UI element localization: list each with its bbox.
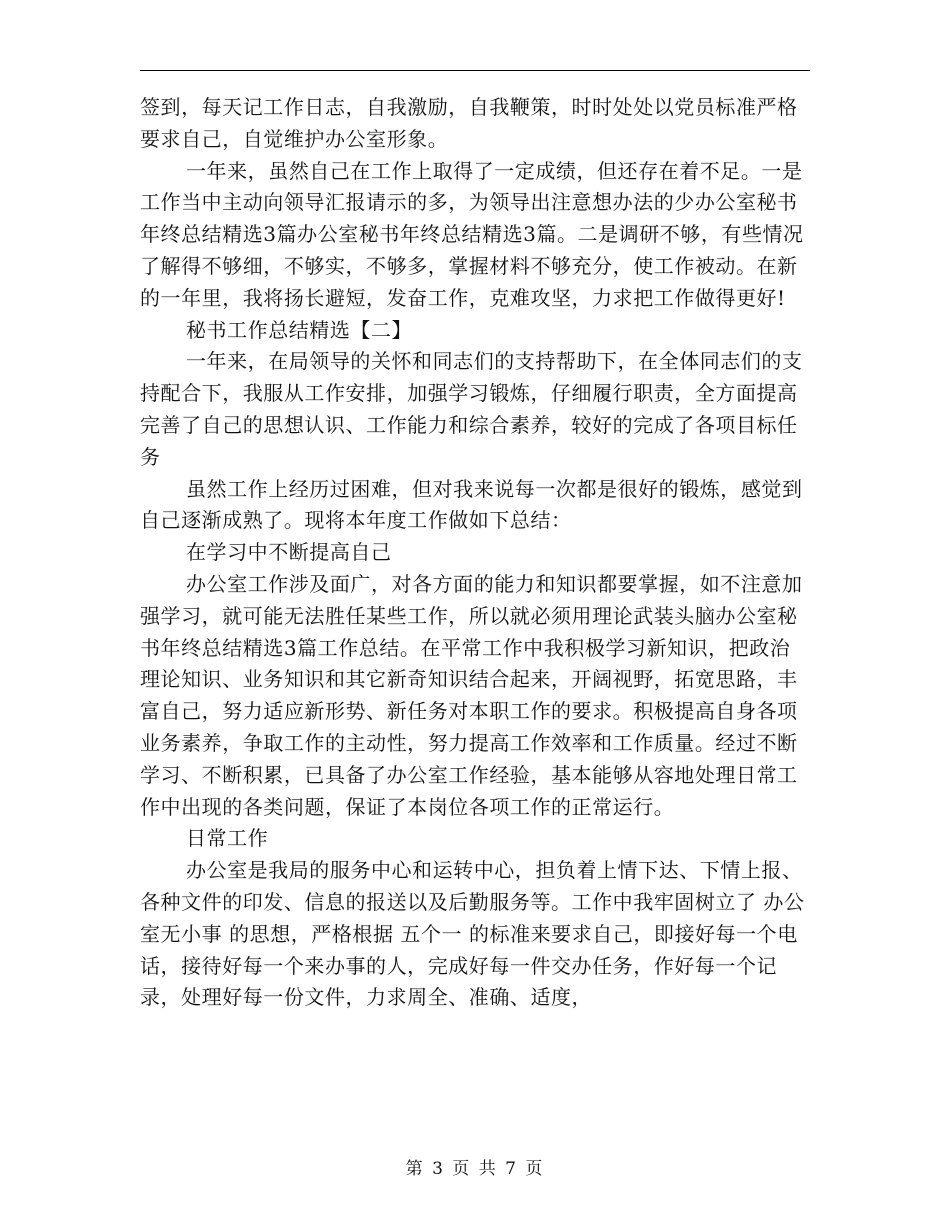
paragraph: 虽然工作上经历过困难，但对我来说每一次都是很好的锻炼，感觉到自己逐渐成熟了。现将本年度工作做如下总结： — [140, 476, 803, 533]
page-number-footer: 第 3 页 共 7 页 — [405, 1159, 545, 1179]
header-rule — [140, 70, 810, 71]
paragraph: 一年来，在局领导的关怀和同志们的支持帮助下，在全体同志们的支持配合下，我服从工作安排，加强学习锻炼，仔细履行职责，全方面提高完善了自己的思想认识、工作能力和综合素养，较好的完成了各项目标任务 — [140, 349, 803, 469]
paragraph: 签到，每天记工作日志，自我激励，自我鞭策，时时处处以党员标准严格要求自己，自觉维护办公室形象。 — [140, 95, 798, 151]
subsection-heading: 在学习中不断提高自己 — [186, 540, 392, 565]
paragraph: 办公室是我局的服务中心和运转中心，担负着上情下达、下情上报、各种文件的印发、信息的报送以及后勤服务等。工作中我牢固树立了 办公室无小事 的思想，严格根据 五个一 的标准来要求自己，即接好每一个电话，接待好每一个来办事的人，完成好每一件交办任务，作好每一个记录，处理好每一份文件，力求周全、准确、适度， — [140, 858, 805, 1010]
paragraph: 一年来，虽然自己在工作上取得了一定成绩，但还存在着不足。一是工作当中主动向领导汇报请示的多，为领导出注意想办法的少办公室秘书年终总结精选3篇办公室秘书年终总结精选3篇。二是调研不够，有些情况了解得不够细，不够实，不够多，掌握材料不够充分，使工作被动。在新的一年里，我将扬长避短，发奋工作，克难攻坚，力求把工作做得更好! — [140, 158, 804, 310]
document-body — [140, 92, 810, 1014]
paragraph: 办公室工作涉及面广，对各方面的能力和知识都要掌握，如不注意加强学习，就可能无法胜任某些工作，所以就必须用理论武装头脑办公室秘书年终总结精选3篇工作总结。在平常工作中我积极学习新知识，把政治理论知识、业务知识和其它新奇知识结合起来，开阔视野，拓宽思路，丰富自己，努力适应新形势、新任务对本职工作的要求。积极提高自身各项业务素养，争取工作的主动性，努力提高工作效率和工作质量。经过不断学习、不断积累，已具备了办公室工作经验，基本能够从容地处理日常工作中出现的各类问题，保证了本岗位各项工作的正常运行。 — [140, 571, 803, 819]
section-heading: 秘书工作总结精选【二】 — [186, 317, 413, 342]
subsection-heading: 日常工作 — [186, 826, 269, 851]
